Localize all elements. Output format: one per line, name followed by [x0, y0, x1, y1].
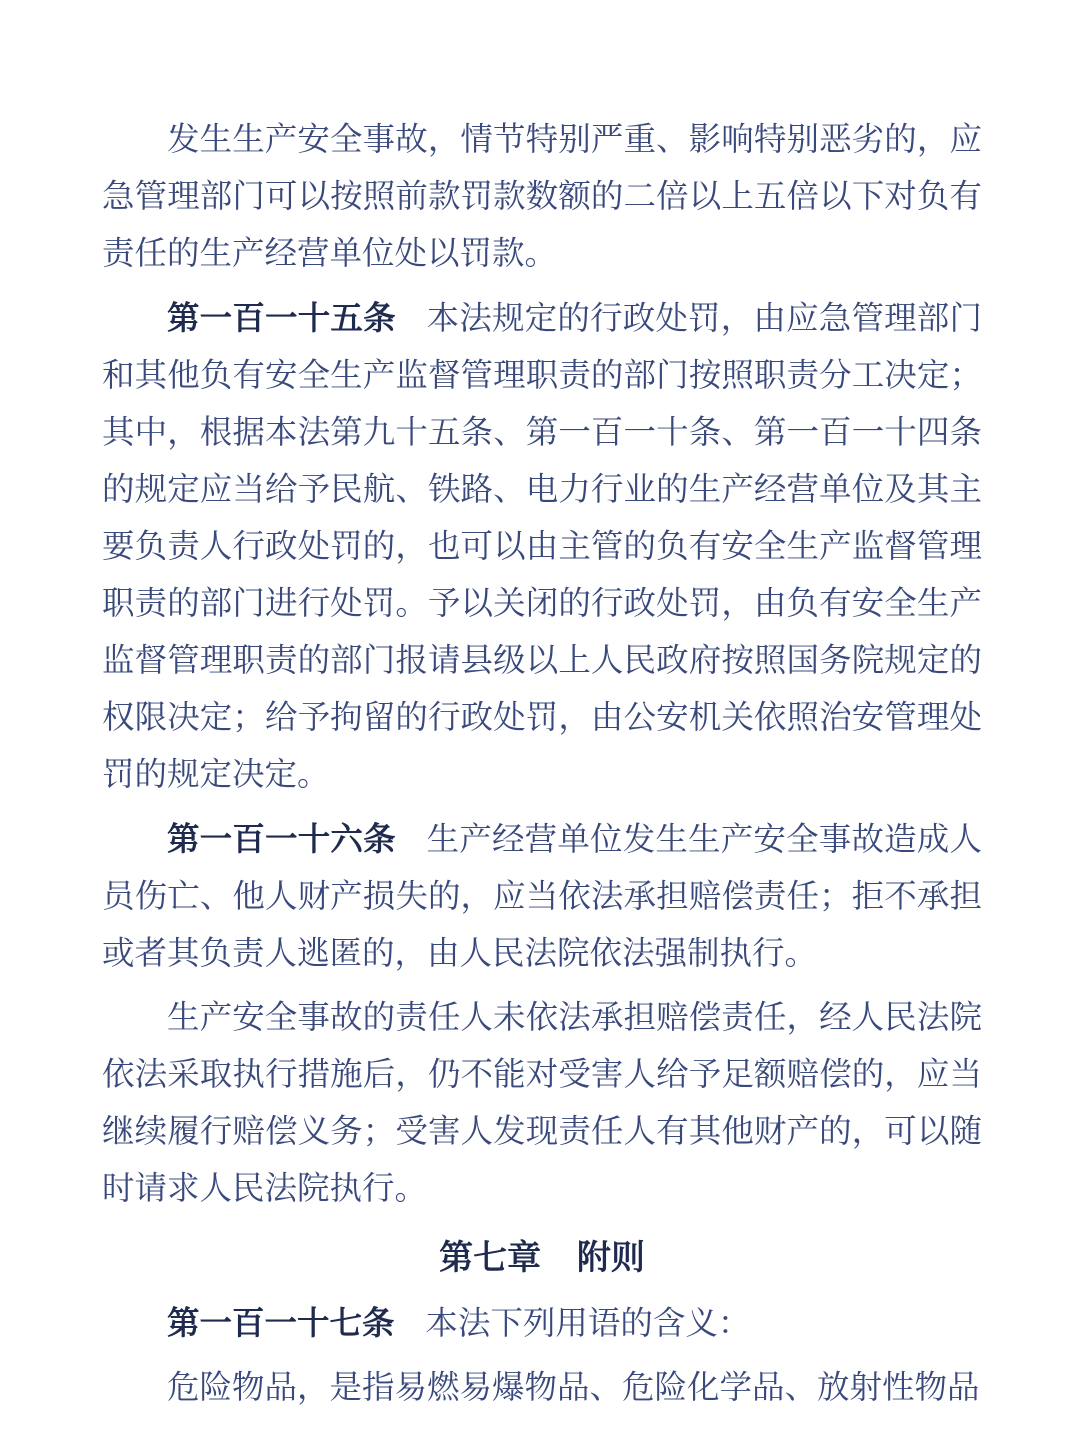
- law-paragraph-article-116: [102, 811, 982, 983]
- chapter-number: 第七章: [439, 1239, 542, 1277]
- law-paragraph-article-117: [102, 1295, 982, 1353]
- law-paragraph-article-115: [102, 290, 982, 804]
- article-number: 第一百一十五条: [167, 300, 396, 336]
- paragraph-text: 生产经营单位发生生产安全事故造成人员伤亡、他人财产损失的，应当依法承担赔偿责任；拒不承担或者其负责人逃匿的，由人民法院依法强制执行。: [102, 822, 982, 972]
- law-paragraph: [102, 112, 982, 283]
- paragraph-text: 本法下列用语的含义：: [425, 1306, 751, 1342]
- law-paragraph: [102, 1360, 982, 1417]
- law-paragraph: [102, 990, 982, 1218]
- article-number: 第一百一十六条: [167, 821, 396, 857]
- chapter-heading: [102, 1230, 982, 1287]
- paragraph-text: 生产安全事故的责任人未依法承担赔偿责任，经人民法院依法采取执行措施后，仍不能对受害人给予足额赔偿的，应当继续履行赔偿义务；受害人发现责任人有其他财产的，可以随时请求人民法院执行。: [102, 1000, 982, 1207]
- article-number: 第一百一十七条: [167, 1305, 395, 1341]
- paragraph-text: 本法规定的行政处罚，由应急管理部门和其他负有安全生产监督管理职责的部门按照职责分工决定；其中，根据本法第九十五条、第一百一十条、第一百一十四条的规定应当给予民航、铁路、电力行业的生产经营单位及其主要负责人行政处罚的，也可以由主管的负有安全生产监督管理职责的部门进行处罚。予以关闭的行政处罚，由负有安全生产监督管理职责的部门报请县级以上人民政府按照国务院规定的权限决定；给予拘留的行政处罚，由公安机关依照治安管理处罚的规定决定。: [102, 301, 982, 793]
- paragraph-text: 发生生产安全事故，情节特别严重、影响特别恶劣的，应急管理部门可以按照前款罚款数额的二倍以上五倍以下对负有责任的生产经营单位处以罚款。: [102, 122, 982, 272]
- paragraph-text: 危险物品，是指易燃易爆物品、危险化学品、放射性物品: [167, 1370, 980, 1406]
- chapter-title: 附则: [576, 1239, 645, 1277]
